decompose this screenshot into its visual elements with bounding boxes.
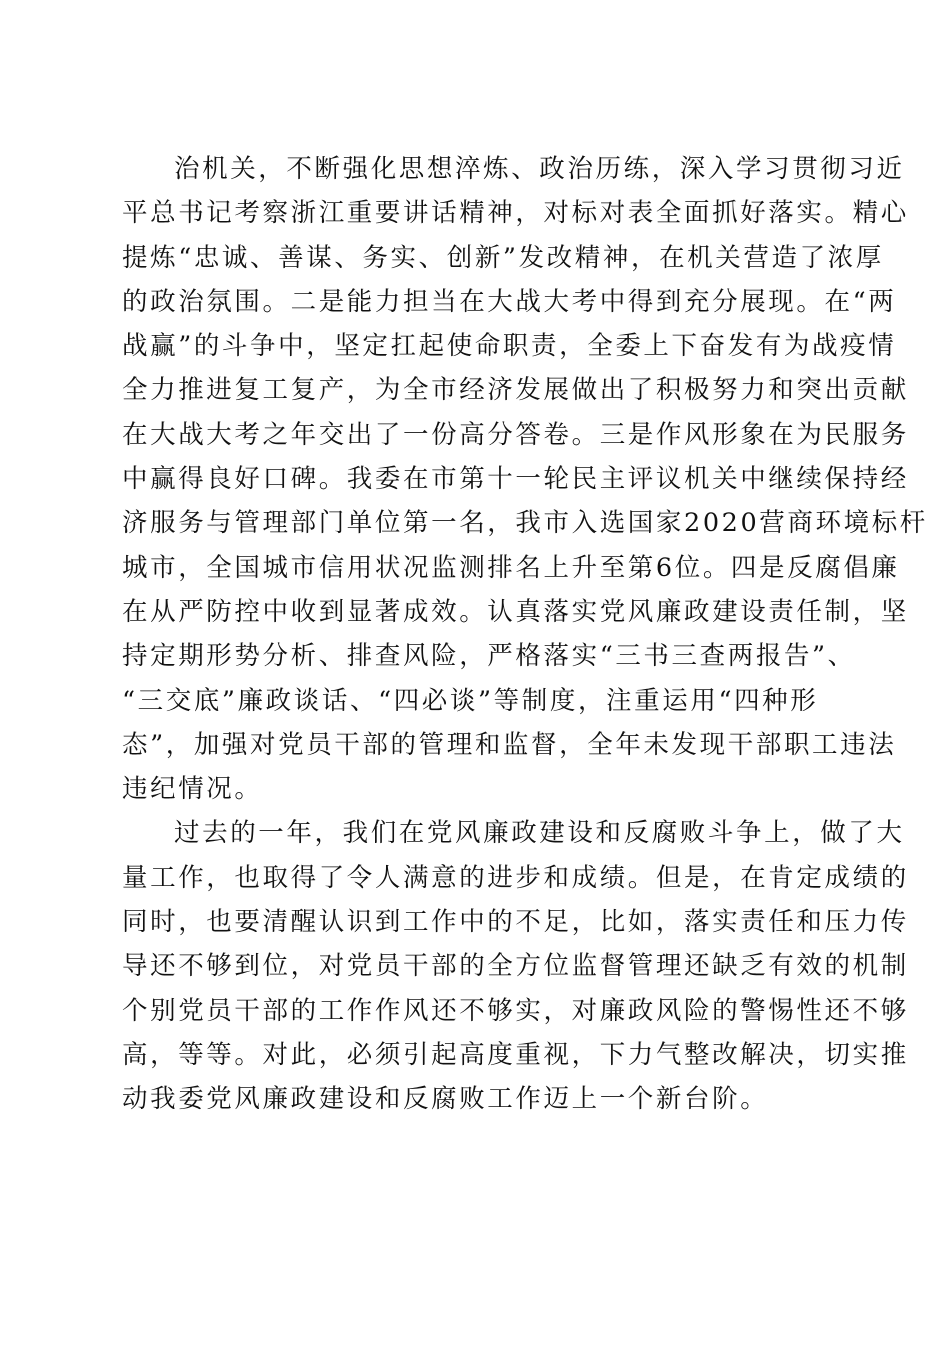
body-text	[122, 147, 928, 1122]
paragraph-line: 的政治氛围。二是能力担当在大战大考中得到充分展现。在“两	[122, 286, 897, 317]
paragraph-line: 违纪情况。	[122, 774, 263, 805]
paragraph-line: 提炼“忠诚、善谋、务实、创新”发改精神，在机关营造了浓厚	[122, 242, 884, 273]
paragraph-line: 济服务与管理部门单位第一名，我市入选国家2020营商环境标杆	[122, 508, 928, 539]
paragraph-1	[122, 147, 928, 811]
paragraph-2	[122, 811, 909, 1121]
paragraph-line: 在从严防控中收到显著成效。认真落实党风廉政建设责任制，坚	[122, 596, 909, 627]
paragraph-line: 治机关，不断强化思想淬炼、政治历练，深入学习贯彻习近	[174, 154, 905, 184]
paragraph-line: 高，等等。对此，必须引起高度重视，下力气整改解决，切实推	[122, 1039, 909, 1070]
paragraph-line: 量工作，也取得了令人满意的进步和成绩。但是，在肯定成绩的	[122, 862, 909, 893]
paragraph-line: 中赢得良好口碑。我委在市第十一轮民主评议机关中继续保持经	[122, 464, 909, 495]
paragraph-line: 个别党员干部的工作作风还不够实，对廉政风险的警惕性还不够	[122, 995, 909, 1026]
paragraph-line: 平总书记考察浙江重要讲话精神，对标对表全面抓好落实。精心	[122, 198, 909, 229]
paragraph-line: 态”，加强对党员干部的管理和监督，全年未发现干部职工违法	[122, 729, 897, 760]
paragraph-line: 城市，全国城市信用状况监测排名上升至第6位。四是反腐倡廉	[122, 552, 900, 583]
paragraph-line: 导还不够到位，对党员干部的全方位监督管理还缺乏有效的机制	[122, 951, 909, 982]
paragraph-line: 全力推进复工复产，为全市经济发展做出了积极努力和突出贡献	[122, 375, 909, 406]
paragraph-line: 持定期形势分析、排查风险，严格落实“三书三查两报告”、	[122, 641, 856, 672]
paragraph-line: 过去的一年，我们在党风廉政建设和反腐败斗争上，做了大	[174, 818, 905, 849]
paragraph-line: 战赢”的斗争中，坚定扛起使命职责，全委上下奋发有为战疫情	[122, 331, 897, 362]
paragraph-line: 在大战大考之年交出了一份高分答卷。三是作风形象在为民服务	[122, 419, 909, 450]
paragraph-line: 动我委党风廉政建设和反腐败工作迈上一个新台阶。	[122, 1084, 769, 1115]
paragraph-line: 同时，也要清醒认识到工作中的不足，比如，落实责任和压力传	[122, 907, 909, 938]
paragraph-line: “三交底”廉政谈话、“四必谈”等制度，注重运用“四种形	[122, 685, 819, 716]
